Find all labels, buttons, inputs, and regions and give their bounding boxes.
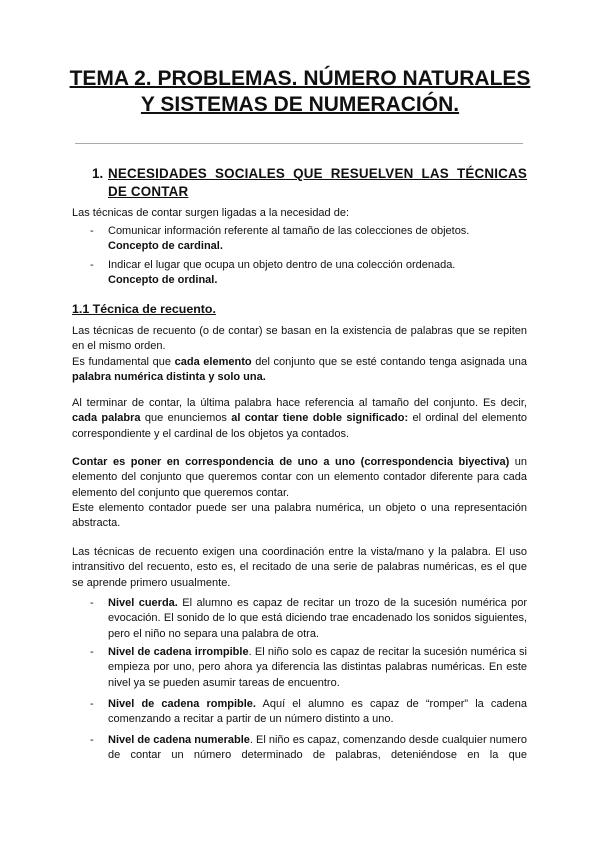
section-title: NECESIDADES SOCIALES QUE RESUELVEN LAS TÉCNICAS DE CONTAR (108, 166, 527, 199)
text: Al terminar de contar, la última palabra hace referencia al tamaño del conjunto. Es decir, (72, 397, 527, 409)
bullet-dash: - (90, 259, 94, 271)
document-title (60, 66, 540, 118)
text: el ordinal del elemento correspondiente y el cardinal de los objetos ya contados. (72, 412, 527, 440)
bullet-dash: - (90, 646, 94, 658)
level-name: Nivel de cadena rompible. (108, 698, 256, 710)
level-text: . El niño solo es capaz de recitar la sucesión numérica si empieza por uno, pero ahora ya diferencia las distintas palabras numéricas. En este nivel ya se pueden asumir tareas de encuentro. (108, 646, 527, 689)
bullet-concept: Concepto de ordinal. (108, 274, 218, 287)
text: un elemento del conjunto que queremos contar con un elemento contador diferente para cada elemento del conjunto que queremos contar. (72, 456, 528, 499)
subsection-heading: 1.1 Técnica de recuento. (72, 302, 216, 316)
section-1-heading (92, 165, 527, 201)
paragraph-1 (72, 324, 527, 385)
bullet-text: Comunicar información referente al tamaño de las colecciones de objetos. (108, 225, 470, 237)
bold-text: cada elemento (174, 355, 252, 368)
level-text: . El niño es capaz, comenzando desde cualquier numero de contar un número determinado de palabras, deteniéndose en la que (108, 734, 527, 762)
text: Las técnicas de recuento (o de contar) se basan en la existencia de palabras que se repiten en el mismo orden. (72, 325, 527, 353)
bullet-dash: - (90, 734, 94, 746)
bullet-dash: - (90, 225, 94, 237)
bold-text: Contar es poner en correspondencia de uno a uno (correspondencia biyectiva) (72, 456, 510, 468)
text: Este elemento contador puede ser una palabra numérica, un objeto o una representación abstracta. (72, 501, 527, 530)
bullet-dash: - (90, 698, 94, 710)
level-text: El alumno es capaz de recitar un trozo de la sucesión numérica por evocación. El sonido de lo que está diciendo trae encadenado los sonidos siguientes, pero el niño no separa una palabra de otra. (108, 597, 527, 640)
list-item (90, 596, 527, 642)
horizontal-divider (75, 143, 523, 144)
paragraph-2 (72, 396, 527, 442)
level-name: Nivel de cadena irrompible (108, 646, 249, 658)
text: que enunciemos (140, 412, 232, 425)
level-name: Nivel de cadena numerable (108, 734, 250, 746)
list-item (90, 258, 527, 289)
paragraph-3 (72, 455, 527, 531)
list-item (90, 733, 527, 764)
list-item (90, 224, 527, 255)
paragraph-4: Las técnicas de recuento exigen una coordinación entre la vista/mano y la palabra. El uso intransitivo del recuento, esto es, el recitado de una serie de palabras numéricas, es el que se aprende primero usualmente. (72, 546, 527, 589)
level-text: Aquí el alumno es capaz de “romper” la cadena comenzando a recitar a partir de un número distinto a uno. (108, 698, 527, 726)
bold-text: cada palabra (72, 412, 141, 425)
bullet-concept: Concepto de cardinal. (108, 240, 223, 253)
text: del conjunto que se esté contando tenga asignada una (251, 355, 528, 368)
title-line-2: Y SISTEMAS DE NUMERACIÓN. (140, 93, 460, 116)
text: Es fundamental que (72, 355, 175, 368)
bullet-dash: - (90, 597, 94, 609)
bold-text: al contar tiene doble significado: (231, 412, 409, 425)
bullet-text: Indicar el lugar que ocupa un objeto dentro de una colección ordenada. (108, 259, 456, 271)
section-1-intro: Las técnicas de contar surgen ligadas a la necesidad de: (72, 207, 350, 219)
list-item (90, 697, 527, 728)
level-name: Nivel cuerda. (108, 597, 178, 609)
title-line-1: TEMA 2. PROBLEMAS. NÚMERO NATURALES (69, 67, 531, 90)
list-item (90, 645, 527, 691)
bold-text: palabra numérica distinta y solo una. (72, 370, 266, 383)
section-number: 1. (92, 166, 104, 181)
